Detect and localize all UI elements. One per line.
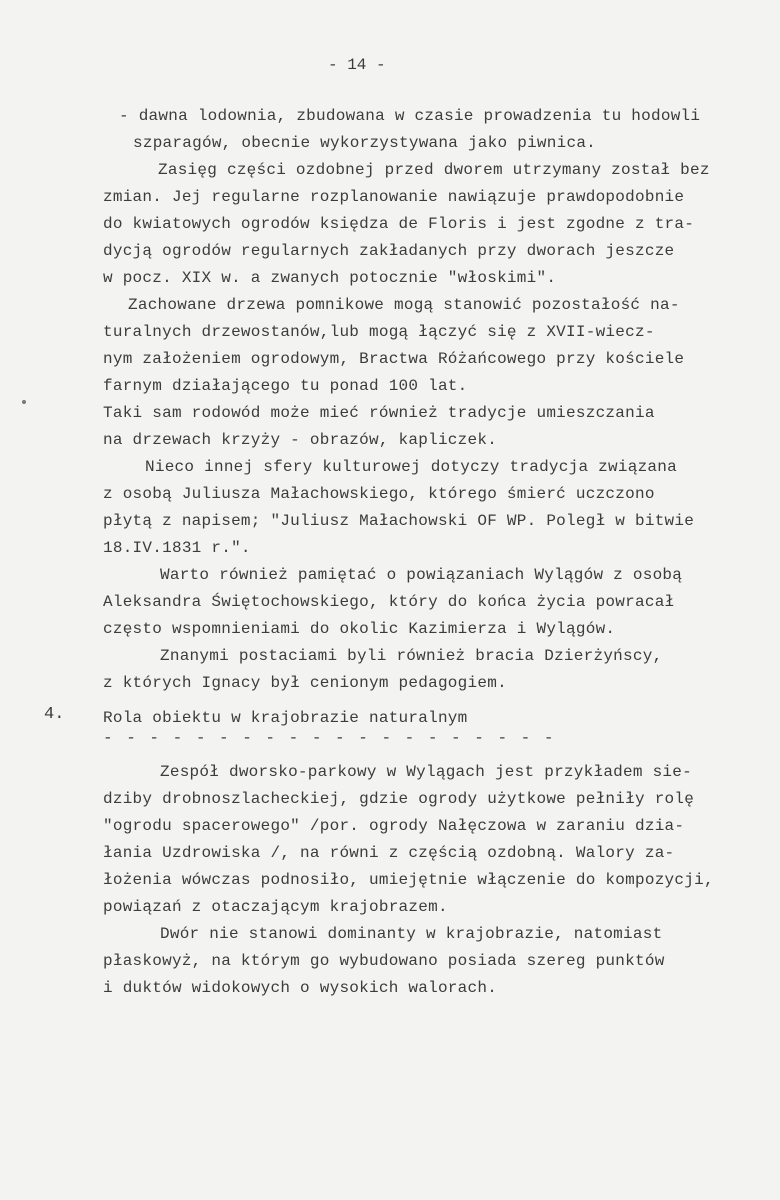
text-line: Aleksandra Świętochowskiego, który do końca życia powracał <box>103 593 675 611</box>
text-line: do kwiatowych ogrodów księdza de Floris i jest zgodne z tra- <box>103 215 695 233</box>
section-title: Rola obiektu w krajobrazie naturalnym <box>103 709 468 727</box>
text-line: Zasięg części ozdobnej przed dworem utrzymany został bez <box>158 161 710 179</box>
text-line: często wspomnieniami do okolic Kazimierza i Wylągów. <box>103 620 616 638</box>
text-line: dziby drobnoszlacheckiej, gdzie ogrody użytkowe pełniły rolę <box>103 790 695 808</box>
margin-mark <box>22 400 26 404</box>
text-line: Warto również pamiętać o powiązaniach Wylągów z osobą <box>160 566 683 584</box>
page-number: - 14 - <box>328 56 386 74</box>
text-line: w pocz. XIX w. a zwanych potocznie "włoskimi". <box>103 269 557 287</box>
text-line: łania Uzdrowiska /, na równi z częścią ozdobną. Walory za- <box>103 844 675 862</box>
text-line: 18.IV.1831 r.". <box>103 539 251 557</box>
text-line: Zachowane drzewa pomnikowe mogą stanowić pozostałość na- <box>128 296 680 314</box>
text-line: i duktów widokowych o wysokich walorach. <box>103 979 498 997</box>
text-line: dycją ogrodów regularnych zakładanych przy dworach jeszcze <box>103 242 675 260</box>
text-line: "ogrodu spacerowego" /por. ogrody Nałęczowa w zaraniu dzia- <box>103 817 685 835</box>
section-number: 4. <box>44 705 65 724</box>
text-line: Znanymi postaciami byli również bracia Dzierżyńscy, <box>160 647 663 665</box>
text-line: Dwór nie stanowi dominanty w krajobrazie, natomiast <box>160 925 663 943</box>
text-line: płytą z napisem; "Juliusz Małachowski OF WP. Poległ w bitwie <box>103 512 695 530</box>
text-line: powiązań z otaczającym krajobrazem. <box>103 898 448 916</box>
text-line: Zespół dworsko-parkowy w Wylągach jest przykładem sie- <box>160 763 692 781</box>
text-line: - dawna lodownia, zbudowana w czasie prowadzenia tu hodowli <box>119 107 701 125</box>
text-line: z których Ignacy był cenionym pedagogiem. <box>103 674 507 692</box>
text-line: nym założeniem ogrodowym, Bractwa Różańcowego przy kościele <box>103 350 685 368</box>
section-title-underline: - - - - - - - - - - - - - - - - - - - - <box>103 729 556 747</box>
text-line: łożenia wówczas podnosiło, umiejętnie włączenie do kompozycji, <box>103 871 714 889</box>
text-line: na drzewach krzyży - obrazów, kapliczek. <box>103 431 498 449</box>
text-line: z osobą Juliusza Małachowskiego, którego śmierć uczczono <box>103 485 655 503</box>
text-line: Nieco innej sfery kulturowej dotyczy tradycja związana <box>145 458 677 476</box>
text-line: turalnych drzewostanów,lub mogą łączyć się z XVII-wiecz- <box>103 323 655 341</box>
text-line: płaskowyż, na którym go wybudowano posiada szereg punktów <box>103 952 665 970</box>
text-line: zmian. Jej regularne rozplanowanie nawiązuje prawdopodobnie <box>103 188 685 206</box>
text-line: szparagów, obecnie wykorzystywana jako piwnica. <box>133 134 597 152</box>
text-line: Taki sam rodowód może mieć również tradycje umieszczania <box>103 404 655 422</box>
text-line: farnym działającego tu ponad 100 lat. <box>103 377 468 395</box>
